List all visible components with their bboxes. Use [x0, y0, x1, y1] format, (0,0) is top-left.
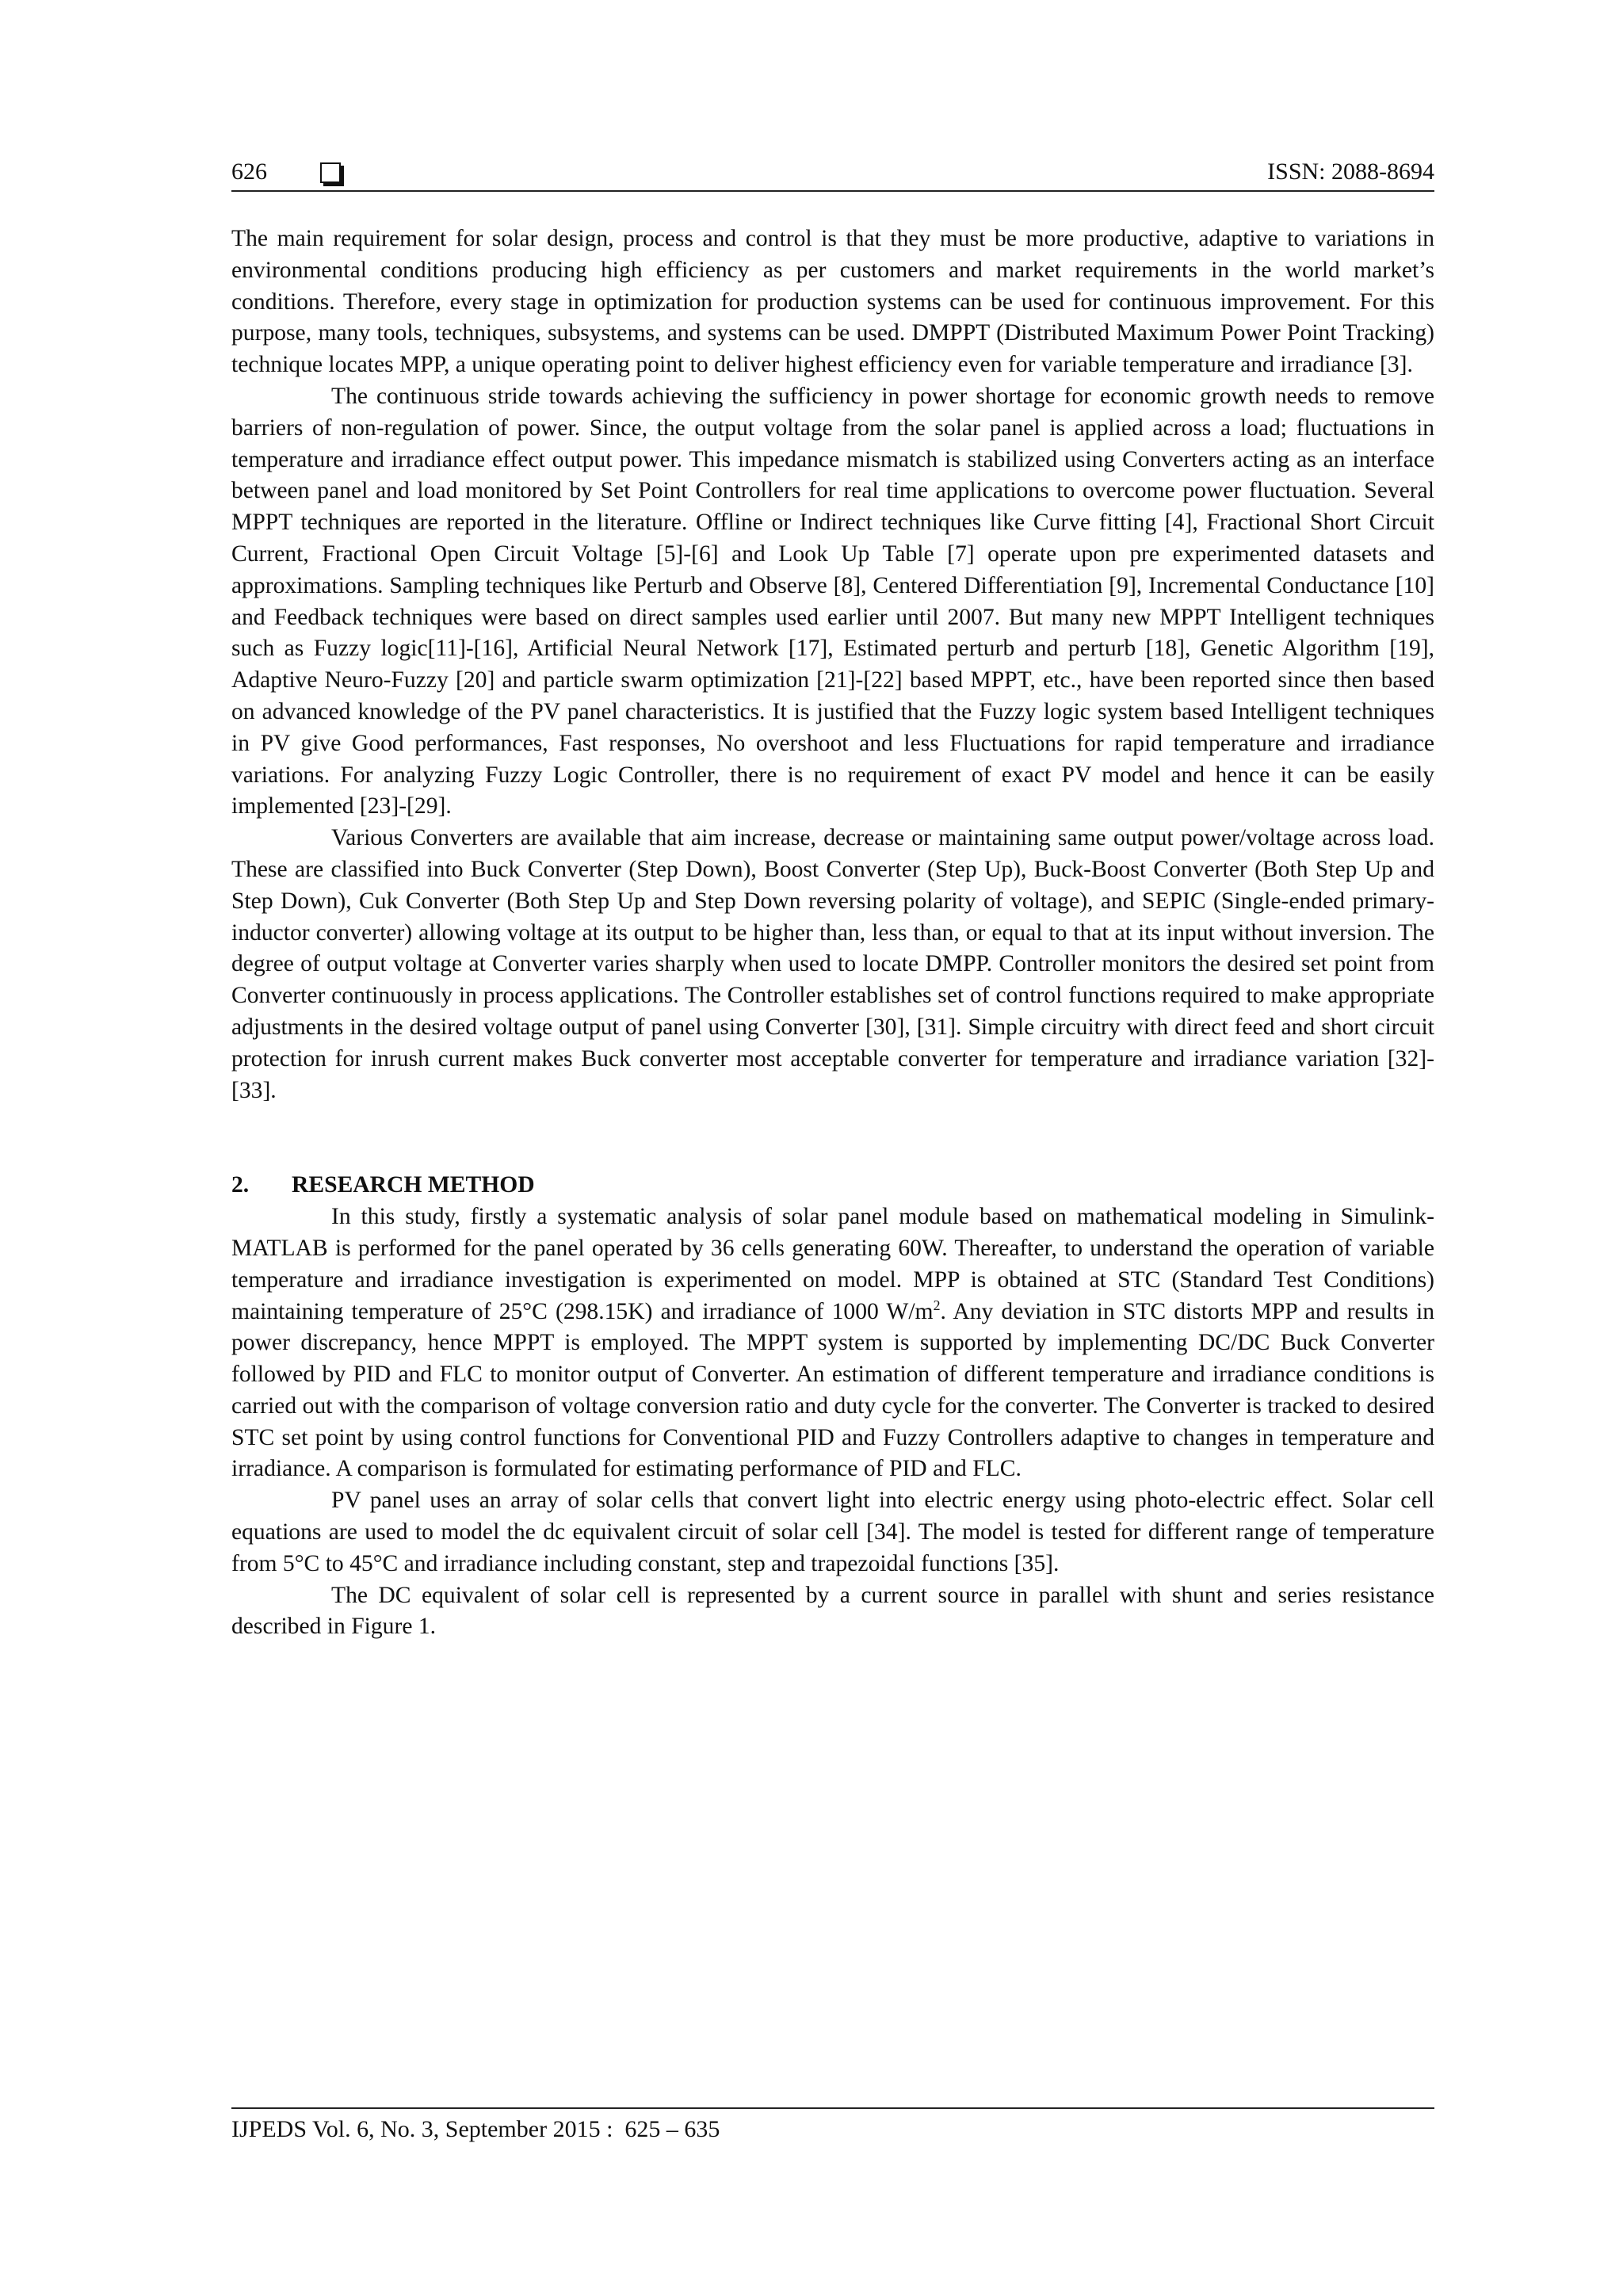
paragraph-1: The main requirement for solar design, process and control is that they must be more productive, adaptive to variations in environmental conditions producing high efficiency as per customers and market requirements in the world market’s conditions. Therefore, every stage in optimization for production systems can be used for continuous improvement. For this purpose, many tools, techniques, subsystems, and systems can be used. DMPPT (Distributed Maximum Power Point Tracking) technique locates MPP, a unique operating point to deliver highest efficiency even for variable temperature and irradiance [3]. [231, 226, 1434, 378]
paragraph-4-text-cont: . Any deviation in STC distorts MPP and results in power discrepancy, hence MPPT is employed. The MPPT system is supported by implementing DC/DC Buck Converter followed by PID and FLC to monitor output of Converter. An estimation of different temperature and irradiance conditions is carried out with the comparison of voltage conversion ratio and duty cycle for the converter. The Converter is tracked to desired STC set point by using control functions for Conventional PID and Fuzzy Controllers adaptive to changes in temperature and irradiance. A comparison is formulated for estimating performance of PID and FLC. [231, 1298, 1434, 1482]
section-heading [231, 1170, 1434, 1201]
footer-rule [231, 2107, 1434, 2109]
paragraph-3: Various Converters are available that aim increase, decrease or maintaining same output power/voltage across load. These are classified into Buck Converter (Step Down), Boost Converter (Step Up), Buck-Boost Converter (Both Step Up and Step Down), Cuk Converter (Both Step Up and Step Down reversing polarity of voltage), and SEPIC (Single-ended primary-inductor converter) allowing voltage at its output to be higher than, less than, or equal to that at its input without inversion. The degree of output voltage at Converter varies sharply when used to locate DMPP. Controller monitors the desired set point from Converter continuously in process applications. The Controller establishes set of control functions required to make appropriate adjustments in the desired voltage output of panel using Converter [30], [31]. Simple circuitry with direct feed and short circuit protection for inrush current makes Buck converter most acceptable converter for temperature and irradiance variation [32]-[33]. [231, 825, 1434, 1103]
page-number: 626 [231, 159, 267, 185]
body-text [231, 223, 1434, 1643]
footer-citation: IJPEDS Vol. 6, No. 3, September 2015 : 625 – 635 [231, 2116, 720, 2142]
section-number: 2. [231, 1172, 250, 1198]
running-header [231, 155, 1434, 189]
paragraph-4 [231, 1201, 1434, 1485]
header-rule [231, 190, 1434, 192]
paragraph-5: PV panel uses an array of solar cells that convert light into electric energy using photo-electric effect. Solar cell equations are used to model the dc equivalent circuit of solar cell [34]. The model is tested for different range of temperature from 5°C to 45°C and irradiance including constant, step and trapezoidal functions [35]. [231, 1488, 1434, 1576]
superscript-2: 2 [933, 1297, 941, 1313]
paragraph-6: The DC equivalent of solar cell is represented by a current source in parallel with shunt and series resistance described in Figure 1. [231, 1582, 1434, 1640]
section-spacer [231, 1106, 1434, 1170]
checkbox-square-icon [320, 162, 341, 183]
paragraph-4-text: In this study, firstly a systematic analysis of solar panel module based on mathematical modeling in Simulink-MATLAB is performed for the panel operated by 36 cells generating 60W. Thereafter, to understand the operation of variable temperature and irradiance investigation is experimented on model. MPP is obtained at STC (Standard Test Conditions) maintaining temperature of 25°C (298.15K) and irradiance of 1000 W/m [231, 1204, 1434, 1324]
issn-label: ISSN: 2088-8694 [1267, 159, 1434, 185]
paragraph-2: The continuous stride towards achieving the sufficiency in power shortage for economic growth needs to remove barriers of non-regulation of power. Since, the output voltage from the solar panel is applied across a load; fluctuations in temperature and irradiance effect output power. This impedance mismatch is stabilized using Converters acting as an interface between panel and load monitored by Set Point Controllers for real time applications to overcome power fluctuation. Several MPPT techniques are reported in the literature. Offline or Indirect techniques like Curve fitting [4], Fractional Short Circuit Current, Fractional Open Circuit Voltage [5]-[6] and Look Up Table [7] operate upon pre experimented datasets and approximations. Sampling techniques like Perturb and Observe [8], Centered Differentiation [9], Incremental Conductance [10] and Feedback techniques were based on direct samples used earlier until 2007. But many new MPPT Intelligent techniques such as Fuzzy logic[11]-[16], Artificial Neural Network [17], Estimated perturb and perturb [18], Genetic Algorithm [19], Adaptive Neuro-Fuzzy [20] and particle swarm optimization [21]-[22] based MPPT, etc., have been reported since then based on advanced knowledge of the PV panel characteristics. It is justified that the Fuzzy logic system based Intelligent techniques in PV give Good performances, Fast responses, No overshoot and less Fluctuations for rapid temperature and irradiance variations. For analyzing Fuzzy Logic Controller, there is no requirement of exact PV model and hence it can be easily implemented [23]-[29]. [231, 383, 1434, 819]
section-title: RESEARCH METHOD [292, 1172, 535, 1198]
